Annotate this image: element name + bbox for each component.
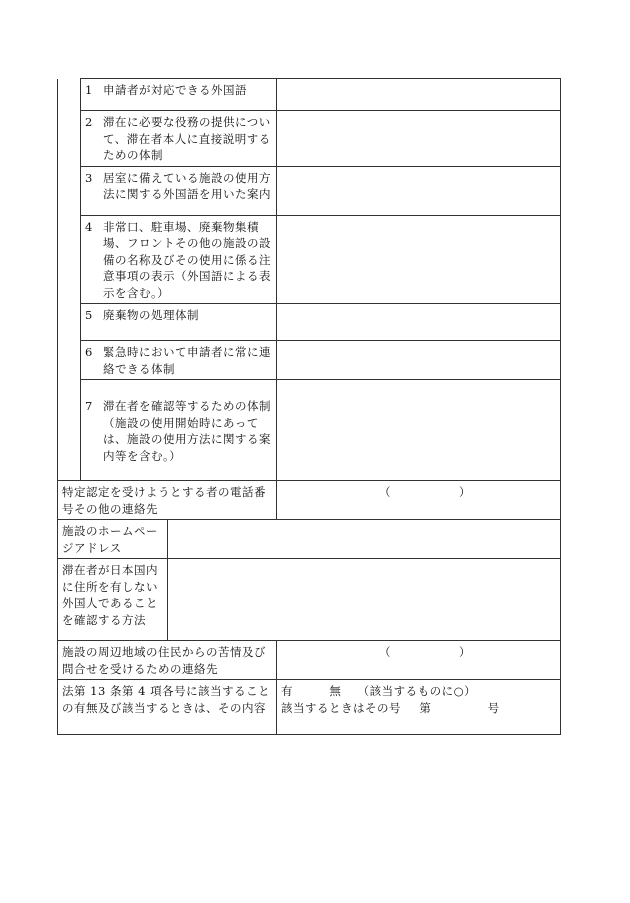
item-1-label <box>81 79 277 111</box>
no-option[interactable]: 無 <box>329 684 342 698</box>
item-4-label <box>81 215 277 304</box>
item-text: 非常口、駐車場、廃棄物集積場、フロントその他の施設の設備の名称及びその使用に係る注意事項の表示（外国語による表示を含む。） <box>103 219 271 300</box>
form-row-complaints <box>58 641 561 680</box>
paren-open: （ <box>379 485 391 499</box>
item-text: 廃棄物の処理体制 <box>103 308 199 322</box>
yes-no-line <box>281 683 556 700</box>
form-row-contact <box>58 481 561 520</box>
indent-column <box>58 79 81 481</box>
address-check-value[interactable] <box>168 559 561 641</box>
complaints-value[interactable] <box>277 641 561 680</box>
application-form-table <box>57 78 561 735</box>
item-2-value[interactable] <box>277 111 561 167</box>
article-number-prefix: 該当するときはその号 <box>281 700 401 715</box>
form-row-article <box>58 680 561 735</box>
item-5-value[interactable] <box>277 304 561 341</box>
item-3-label <box>81 166 277 215</box>
form-row-item-4 <box>58 215 561 304</box>
paren-open: （ <box>379 645 391 659</box>
go-label: 号 <box>487 700 500 715</box>
item-7-label <box>81 380 277 481</box>
item-text: 居室に備えている施設の使用方法に関する外国語を用いた案内 <box>103 170 271 201</box>
item-4-value[interactable] <box>277 215 561 304</box>
complaints-label: 施設の周辺地域の住民からの苦情及び問合せを受けるための連絡先 <box>58 641 277 680</box>
item-number: 6 <box>85 345 93 359</box>
item-number: 7 <box>85 399 93 413</box>
address-check-label: 滞在者が日本国内に住所を有しない外国人であることを確認する方法 <box>58 559 168 641</box>
item-number: 1 <box>85 83 93 97</box>
form-row-item-2 <box>58 111 561 167</box>
item-5-label <box>81 304 277 341</box>
item-3-value[interactable] <box>277 166 561 215</box>
form-row-item-6 <box>58 341 561 380</box>
item-number: 2 <box>85 115 93 129</box>
item-text: 滞在者を確認等するための体制（施設の使用開始時にあっては、施設の使用方法に関する案内等を含む。） <box>103 399 271 463</box>
item-text: 緊急時において申請者に常に連絡できる体制 <box>103 345 271 376</box>
item-2-label <box>81 111 277 167</box>
item-6-label <box>81 341 277 380</box>
homepage-label: 施設のホームページアドレス <box>58 520 168 559</box>
yes-option[interactable]: 有 <box>281 684 293 698</box>
item-7-value[interactable] <box>277 380 561 481</box>
form-row-address-check <box>58 559 561 641</box>
item-text: 申請者が対応できる外国語 <box>103 83 247 97</box>
form-row-item-3 <box>58 166 561 215</box>
homepage-value[interactable] <box>168 520 561 559</box>
paren-close: ） <box>459 485 471 499</box>
contact-value[interactable] <box>277 481 561 520</box>
item-text: 滞在に必要な役務の提供について、滞在者本人に直接説明するための体制 <box>103 115 271 162</box>
form-row-homepage <box>58 520 561 559</box>
item-number: 4 <box>85 219 93 234</box>
dai-label: 第 <box>419 700 432 715</box>
form-row-item-5 <box>58 304 561 341</box>
form-row-item-7 <box>58 380 561 481</box>
contact-label: 特定認定を受けようとする者の電話番号その他の連絡先 <box>58 481 277 520</box>
form-row-item-1 <box>58 79 561 111</box>
item-number: 3 <box>85 170 93 185</box>
selection-note: （該当するものに○） <box>357 684 477 698</box>
article-value[interactable] <box>277 680 561 735</box>
item-6-value[interactable] <box>277 341 561 380</box>
article-number-line <box>281 700 556 717</box>
article-label: 法第 13 条第 4 項各号に該当することの有無及び該当するときは、その内容 <box>58 680 277 735</box>
paren-close: ） <box>459 645 471 659</box>
item-1-value[interactable] <box>277 79 561 111</box>
item-number: 5 <box>85 308 93 322</box>
